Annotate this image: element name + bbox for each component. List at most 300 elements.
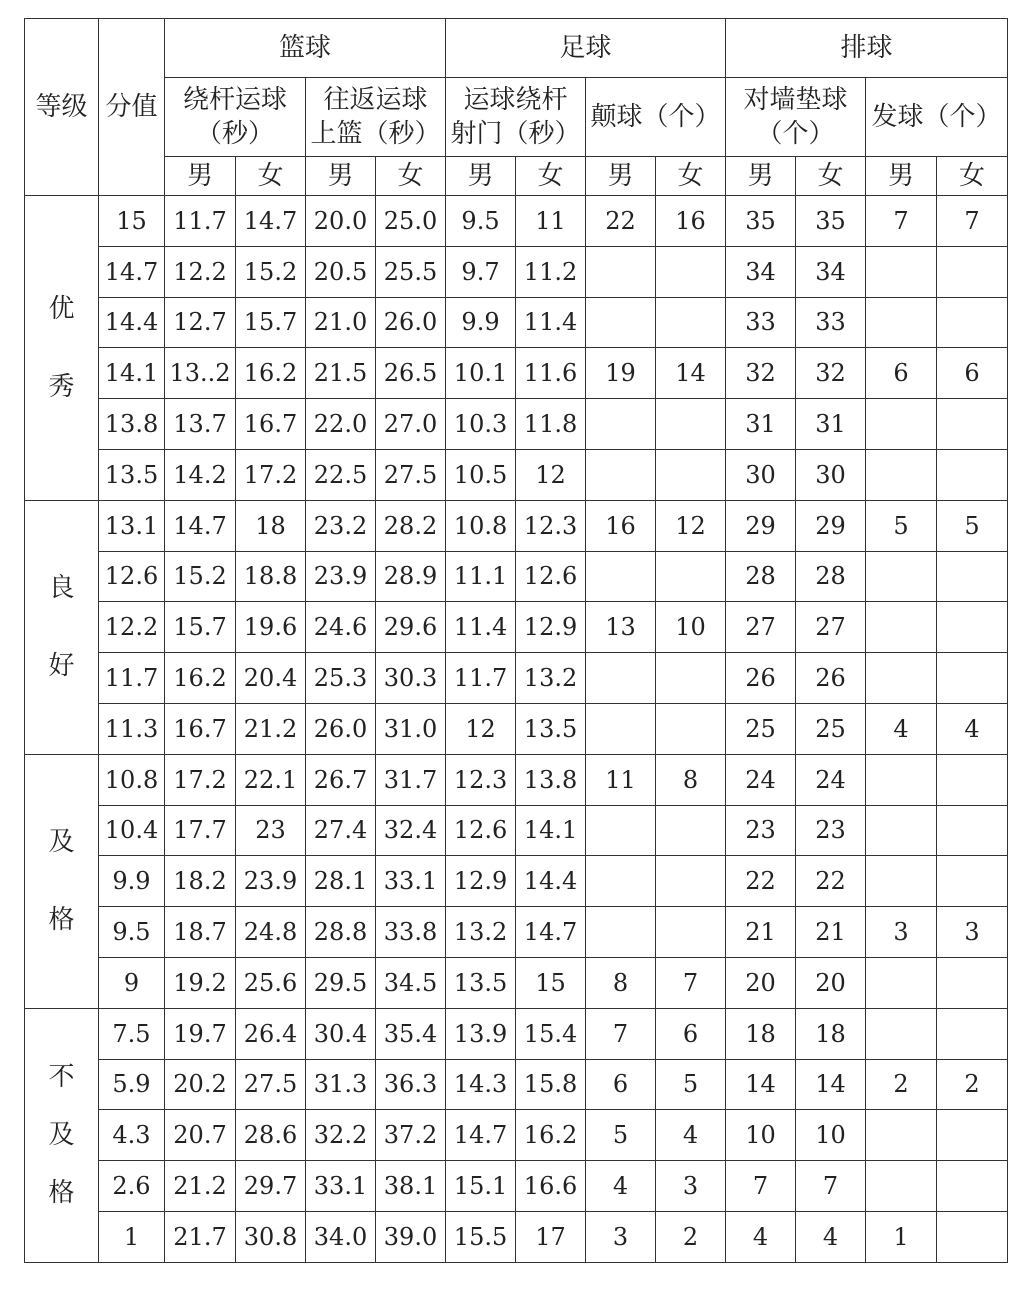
value-cell: 12.6 <box>446 805 516 856</box>
value-cell: 33 <box>726 297 796 348</box>
score-cell: 13.5 <box>99 449 165 500</box>
header-female: 女 <box>796 157 866 196</box>
header-football: 足球 <box>446 19 726 78</box>
value-cell: 20.0 <box>306 196 376 247</box>
level-char: 好 <box>48 651 75 682</box>
value-cell <box>937 399 1008 450</box>
value-cell: 34 <box>796 246 866 297</box>
value-cell: 25.5 <box>376 246 446 297</box>
value-cell: 2 <box>866 1059 937 1110</box>
value-cell: 13.7 <box>165 399 236 450</box>
header-item-dribble-slalom <box>165 78 306 157</box>
value-cell: 26.5 <box>376 348 446 399</box>
value-cell: 19.6 <box>236 602 306 653</box>
value-cell <box>937 551 1008 602</box>
value-cell: 12.2 <box>165 246 236 297</box>
table-row <box>25 297 1008 348</box>
value-cell: 11.7 <box>165 196 236 247</box>
value-cell <box>866 1008 937 1059</box>
value-cell <box>866 1161 937 1212</box>
value-cell: 24.6 <box>306 602 376 653</box>
value-cell: 9.5 <box>446 196 516 247</box>
score-cell: 9.9 <box>99 856 165 907</box>
value-cell: 27.0 <box>376 399 446 450</box>
value-cell: 15.2 <box>165 551 236 602</box>
header-male: 男 <box>306 157 376 196</box>
value-cell <box>656 246 726 297</box>
value-cell: 6 <box>586 1059 656 1110</box>
score-cell: 2.6 <box>99 1161 165 1212</box>
value-cell: 26.0 <box>306 703 376 754</box>
value-cell <box>656 856 726 907</box>
value-cell: 28.9 <box>376 551 446 602</box>
value-cell: 7 <box>726 1161 796 1212</box>
score-cell: 13.8 <box>99 399 165 450</box>
value-cell <box>937 1110 1008 1161</box>
value-cell: 2 <box>656 1211 726 1262</box>
value-cell: 18.7 <box>165 907 236 958</box>
value-cell: 7 <box>586 1008 656 1059</box>
value-cell <box>586 246 656 297</box>
value-cell: 25.3 <box>306 653 376 704</box>
value-cell: 16 <box>656 196 726 247</box>
level-char: 及 <box>48 827 75 858</box>
value-cell: 4 <box>586 1161 656 1212</box>
value-cell: 4 <box>866 703 937 754</box>
value-cell: 39.0 <box>376 1211 446 1262</box>
value-cell: 4 <box>656 1110 726 1161</box>
value-cell: 35 <box>796 196 866 247</box>
score-table-container <box>24 18 1008 1263</box>
value-cell: 20.2 <box>165 1059 236 1110</box>
table-row <box>25 805 1008 856</box>
value-cell: 17.7 <box>165 805 236 856</box>
value-cell: 7 <box>937 196 1008 247</box>
value-cell: 11.6 <box>516 348 586 399</box>
value-cell: 37.2 <box>376 1110 446 1161</box>
value-cell: 8 <box>586 957 656 1008</box>
score-cell: 14.7 <box>99 246 165 297</box>
value-cell: 31 <box>796 399 866 450</box>
header-volleyball: 排球 <box>726 19 1008 78</box>
value-cell: 14.3 <box>446 1059 516 1110</box>
value-cell <box>586 449 656 500</box>
value-cell: 16.2 <box>236 348 306 399</box>
value-cell: 32 <box>726 348 796 399</box>
value-cell: 23 <box>796 805 866 856</box>
header-item-serve <box>866 78 1008 157</box>
value-cell <box>866 856 937 907</box>
score-cell: 4.3 <box>99 1110 165 1161</box>
value-cell <box>586 551 656 602</box>
value-cell: 17.2 <box>236 449 306 500</box>
value-cell: 15.7 <box>236 297 306 348</box>
value-cell: 11 <box>516 196 586 247</box>
value-cell <box>586 805 656 856</box>
table-row <box>25 653 1008 704</box>
value-cell: 3 <box>656 1161 726 1212</box>
value-cell: 20 <box>726 957 796 1008</box>
value-cell: 20.5 <box>306 246 376 297</box>
value-cell: 11.8 <box>516 399 586 450</box>
item-line: 颠球（个） <box>590 102 721 132</box>
value-cell <box>866 1110 937 1161</box>
value-cell: 10 <box>796 1110 866 1161</box>
value-cell <box>937 449 1008 500</box>
value-cell: 2 <box>937 1059 1008 1110</box>
value-cell: 27.5 <box>236 1059 306 1110</box>
value-cell: 17.2 <box>165 754 236 805</box>
header-row-items <box>25 78 1008 157</box>
value-cell <box>937 1161 1008 1212</box>
value-cell: 8 <box>656 754 726 805</box>
value-cell: 22 <box>796 856 866 907</box>
value-cell: 32.4 <box>376 805 446 856</box>
value-cell: 7 <box>656 957 726 1008</box>
value-cell: 27 <box>796 602 866 653</box>
value-cell: 5 <box>866 500 937 551</box>
score-cell: 7.5 <box>99 1008 165 1059</box>
value-cell: 20 <box>796 957 866 1008</box>
value-cell: 15.1 <box>446 1161 516 1212</box>
item-line: 发球（个） <box>871 102 1002 132</box>
value-cell <box>937 856 1008 907</box>
item-line: 绕杆运球 <box>182 85 287 115</box>
value-cell: 27 <box>726 602 796 653</box>
value-cell: 27.4 <box>306 805 376 856</box>
level-char: 良 <box>48 573 75 604</box>
value-cell: 21 <box>796 907 866 958</box>
value-cell: 14 <box>656 348 726 399</box>
score-cell: 10.8 <box>99 754 165 805</box>
value-cell <box>586 653 656 704</box>
value-cell: 31.7 <box>376 754 446 805</box>
header-female: 女 <box>516 157 586 196</box>
value-cell: 28 <box>726 551 796 602</box>
value-cell: 14.1 <box>516 805 586 856</box>
value-cell: 11.4 <box>446 602 516 653</box>
value-cell: 21 <box>726 907 796 958</box>
header-male: 男 <box>726 157 796 196</box>
value-cell: 32.2 <box>306 1110 376 1161</box>
value-cell: 22.0 <box>306 399 376 450</box>
value-cell: 10.3 <box>446 399 516 450</box>
value-cell: 10.1 <box>446 348 516 399</box>
value-cell: 19 <box>586 348 656 399</box>
value-cell <box>866 297 937 348</box>
header-female: 女 <box>236 157 306 196</box>
header-row-sports <box>25 19 1008 78</box>
value-cell: 13 <box>586 602 656 653</box>
value-cell: 20.4 <box>236 653 306 704</box>
value-cell: 3 <box>937 907 1008 958</box>
score-cell: 12.2 <box>99 602 165 653</box>
table-row <box>25 1110 1008 1161</box>
value-cell: 18 <box>726 1008 796 1059</box>
item-line: （个） <box>756 119 835 149</box>
value-cell: 13..2 <box>165 348 236 399</box>
level-char: 不 <box>48 1062 75 1093</box>
value-cell <box>866 653 937 704</box>
table-row <box>25 551 1008 602</box>
value-cell: 22.1 <box>236 754 306 805</box>
value-cell: 24 <box>796 754 866 805</box>
table-row <box>25 856 1008 907</box>
value-cell: 12 <box>516 449 586 500</box>
value-cell: 22.5 <box>306 449 376 500</box>
value-cell: 12.3 <box>446 754 516 805</box>
header-male: 男 <box>446 157 516 196</box>
value-cell: 1 <box>866 1211 937 1262</box>
value-cell: 12.3 <box>516 500 586 551</box>
table-row <box>25 1211 1008 1262</box>
value-cell: 10 <box>726 1110 796 1161</box>
table-row <box>25 907 1008 958</box>
value-cell: 23.2 <box>306 500 376 551</box>
level-label <box>25 196 99 501</box>
value-cell: 29 <box>796 500 866 551</box>
header-male: 男 <box>866 157 937 196</box>
table-row <box>25 449 1008 500</box>
value-cell: 26.0 <box>376 297 446 348</box>
score-cell: 11.7 <box>99 653 165 704</box>
value-cell: 14 <box>796 1059 866 1110</box>
value-cell: 30 <box>726 449 796 500</box>
value-cell: 16.2 <box>516 1110 586 1161</box>
value-cell: 26.4 <box>236 1008 306 1059</box>
score-cell: 12.6 <box>99 551 165 602</box>
value-cell: 9.7 <box>446 246 516 297</box>
score-cell: 10.4 <box>99 805 165 856</box>
value-cell: 12.9 <box>516 602 586 653</box>
value-cell: 18 <box>236 500 306 551</box>
value-cell: 13.2 <box>516 653 586 704</box>
header-row-sex <box>25 157 1008 196</box>
value-cell: 4 <box>796 1211 866 1262</box>
value-cell: 12.7 <box>165 297 236 348</box>
value-cell: 38.1 <box>376 1161 446 1212</box>
value-cell: 13.5 <box>446 957 516 1008</box>
value-cell: 34 <box>726 246 796 297</box>
value-cell <box>937 1211 1008 1262</box>
value-cell: 6 <box>866 348 937 399</box>
value-cell: 35.4 <box>376 1008 446 1059</box>
header-item-juggling <box>586 78 726 157</box>
value-cell: 11.7 <box>446 653 516 704</box>
value-cell <box>866 602 937 653</box>
table-row <box>25 754 1008 805</box>
value-cell: 14.7 <box>236 196 306 247</box>
score-cell: 14.1 <box>99 348 165 399</box>
value-cell: 15.8 <box>516 1059 586 1110</box>
level-char: 及 <box>48 1120 75 1151</box>
value-cell: 4 <box>937 703 1008 754</box>
level-label <box>25 1008 99 1262</box>
value-cell: 29.5 <box>306 957 376 1008</box>
value-cell: 26.7 <box>306 754 376 805</box>
score-standard-table <box>24 18 1008 1263</box>
value-cell <box>866 551 937 602</box>
value-cell: 23.9 <box>236 856 306 907</box>
table-row <box>25 348 1008 399</box>
score-cell: 9.5 <box>99 907 165 958</box>
value-cell: 26 <box>726 653 796 704</box>
value-cell: 10 <box>656 602 726 653</box>
value-cell: 5 <box>937 500 1008 551</box>
value-cell: 13.5 <box>516 703 586 754</box>
value-cell: 16.7 <box>236 399 306 450</box>
value-cell: 11 <box>586 754 656 805</box>
value-cell: 31 <box>726 399 796 450</box>
value-cell: 13.9 <box>446 1008 516 1059</box>
value-cell: 7 <box>866 196 937 247</box>
value-cell: 14 <box>726 1059 796 1110</box>
header-male: 男 <box>165 157 236 196</box>
value-cell <box>866 754 937 805</box>
value-cell: 33 <box>796 297 866 348</box>
value-cell: 16.2 <box>165 653 236 704</box>
value-cell: 7 <box>796 1161 866 1212</box>
value-cell: 15.4 <box>516 1008 586 1059</box>
value-cell: 33.8 <box>376 907 446 958</box>
value-cell: 18 <box>796 1008 866 1059</box>
level-char: 格 <box>48 1178 75 1209</box>
table-header <box>25 19 1008 196</box>
level-char: 秀 <box>48 371 75 402</box>
value-cell: 32 <box>796 348 866 399</box>
value-cell: 6 <box>656 1008 726 1059</box>
value-cell: 24 <box>726 754 796 805</box>
value-cell: 30.3 <box>376 653 446 704</box>
header-female: 女 <box>656 157 726 196</box>
value-cell: 31.3 <box>306 1059 376 1110</box>
score-cell: 9 <box>99 957 165 1008</box>
value-cell: 35 <box>726 196 796 247</box>
table-row <box>25 399 1008 450</box>
value-cell: 11.2 <box>516 246 586 297</box>
value-cell <box>937 957 1008 1008</box>
header-male: 男 <box>586 157 656 196</box>
value-cell: 29 <box>726 500 796 551</box>
value-cell: 9.9 <box>446 297 516 348</box>
value-cell <box>656 653 726 704</box>
value-cell: 23 <box>236 805 306 856</box>
value-cell: 15.7 <box>165 602 236 653</box>
score-cell: 11.3 <box>99 703 165 754</box>
value-cell: 29.6 <box>376 602 446 653</box>
header-level: 等级 <box>25 19 99 196</box>
table-row <box>25 1161 1008 1212</box>
value-cell: 30.8 <box>236 1211 306 1262</box>
table-row <box>25 602 1008 653</box>
score-cell: 5.9 <box>99 1059 165 1110</box>
value-cell: 21.0 <box>306 297 376 348</box>
value-cell <box>937 754 1008 805</box>
value-cell: 33.1 <box>376 856 446 907</box>
table-row <box>25 1059 1008 1110</box>
value-cell: 16.7 <box>165 703 236 754</box>
table-row <box>25 957 1008 1008</box>
header-female: 女 <box>937 157 1008 196</box>
value-cell: 15.5 <box>446 1211 516 1262</box>
value-cell: 14.7 <box>446 1110 516 1161</box>
value-cell: 25.6 <box>236 957 306 1008</box>
table-row <box>25 500 1008 551</box>
value-cell <box>866 399 937 450</box>
value-cell: 15 <box>516 957 586 1008</box>
value-cell: 14.4 <box>516 856 586 907</box>
value-cell: 10.8 <box>446 500 516 551</box>
value-cell <box>937 602 1008 653</box>
value-cell <box>586 399 656 450</box>
value-cell: 12.9 <box>446 856 516 907</box>
score-cell: 14.4 <box>99 297 165 348</box>
item-line: 对墙垫球 <box>743 85 848 115</box>
level-label <box>25 754 99 1008</box>
value-cell <box>937 1008 1008 1059</box>
value-cell: 12 <box>656 500 726 551</box>
value-cell: 18.8 <box>236 551 306 602</box>
value-cell: 16 <box>586 500 656 551</box>
value-cell: 3 <box>866 907 937 958</box>
value-cell: 19.2 <box>165 957 236 1008</box>
value-cell: 21.2 <box>165 1161 236 1212</box>
value-cell <box>937 297 1008 348</box>
value-cell <box>937 653 1008 704</box>
value-cell: 23 <box>726 805 796 856</box>
value-cell: 21.2 <box>236 703 306 754</box>
value-cell: 28.8 <box>306 907 376 958</box>
score-cell: 13.1 <box>99 500 165 551</box>
value-cell <box>866 449 937 500</box>
value-cell <box>866 957 937 1008</box>
value-cell <box>586 703 656 754</box>
value-cell: 18.2 <box>165 856 236 907</box>
header-female: 女 <box>376 157 446 196</box>
value-cell: 11.1 <box>446 551 516 602</box>
item-line: 运球绕杆 <box>463 85 568 115</box>
value-cell: 5 <box>586 1110 656 1161</box>
value-cell: 4 <box>726 1211 796 1262</box>
table-row <box>25 703 1008 754</box>
value-cell: 5 <box>656 1059 726 1110</box>
value-cell: 28.1 <box>306 856 376 907</box>
value-cell <box>656 297 726 348</box>
value-cell <box>866 805 937 856</box>
value-cell: 31.0 <box>376 703 446 754</box>
value-cell: 34.5 <box>376 957 446 1008</box>
value-cell <box>656 449 726 500</box>
value-cell: 24.8 <box>236 907 306 958</box>
value-cell: 25 <box>726 703 796 754</box>
value-cell: 22 <box>586 196 656 247</box>
value-cell: 25 <box>796 703 866 754</box>
header-basketball: 篮球 <box>165 19 446 78</box>
value-cell: 30 <box>796 449 866 500</box>
value-cell: 19.7 <box>165 1008 236 1059</box>
value-cell: 27.5 <box>376 449 446 500</box>
value-cell <box>656 907 726 958</box>
value-cell: 10.5 <box>446 449 516 500</box>
value-cell: 20.7 <box>165 1110 236 1161</box>
value-cell: 30.4 <box>306 1008 376 1059</box>
value-cell: 14.7 <box>516 907 586 958</box>
level-char: 格 <box>48 905 75 936</box>
value-cell: 22 <box>726 856 796 907</box>
value-cell: 13.2 <box>446 907 516 958</box>
item-line: 往返运球 <box>323 85 428 115</box>
value-cell <box>586 907 656 958</box>
